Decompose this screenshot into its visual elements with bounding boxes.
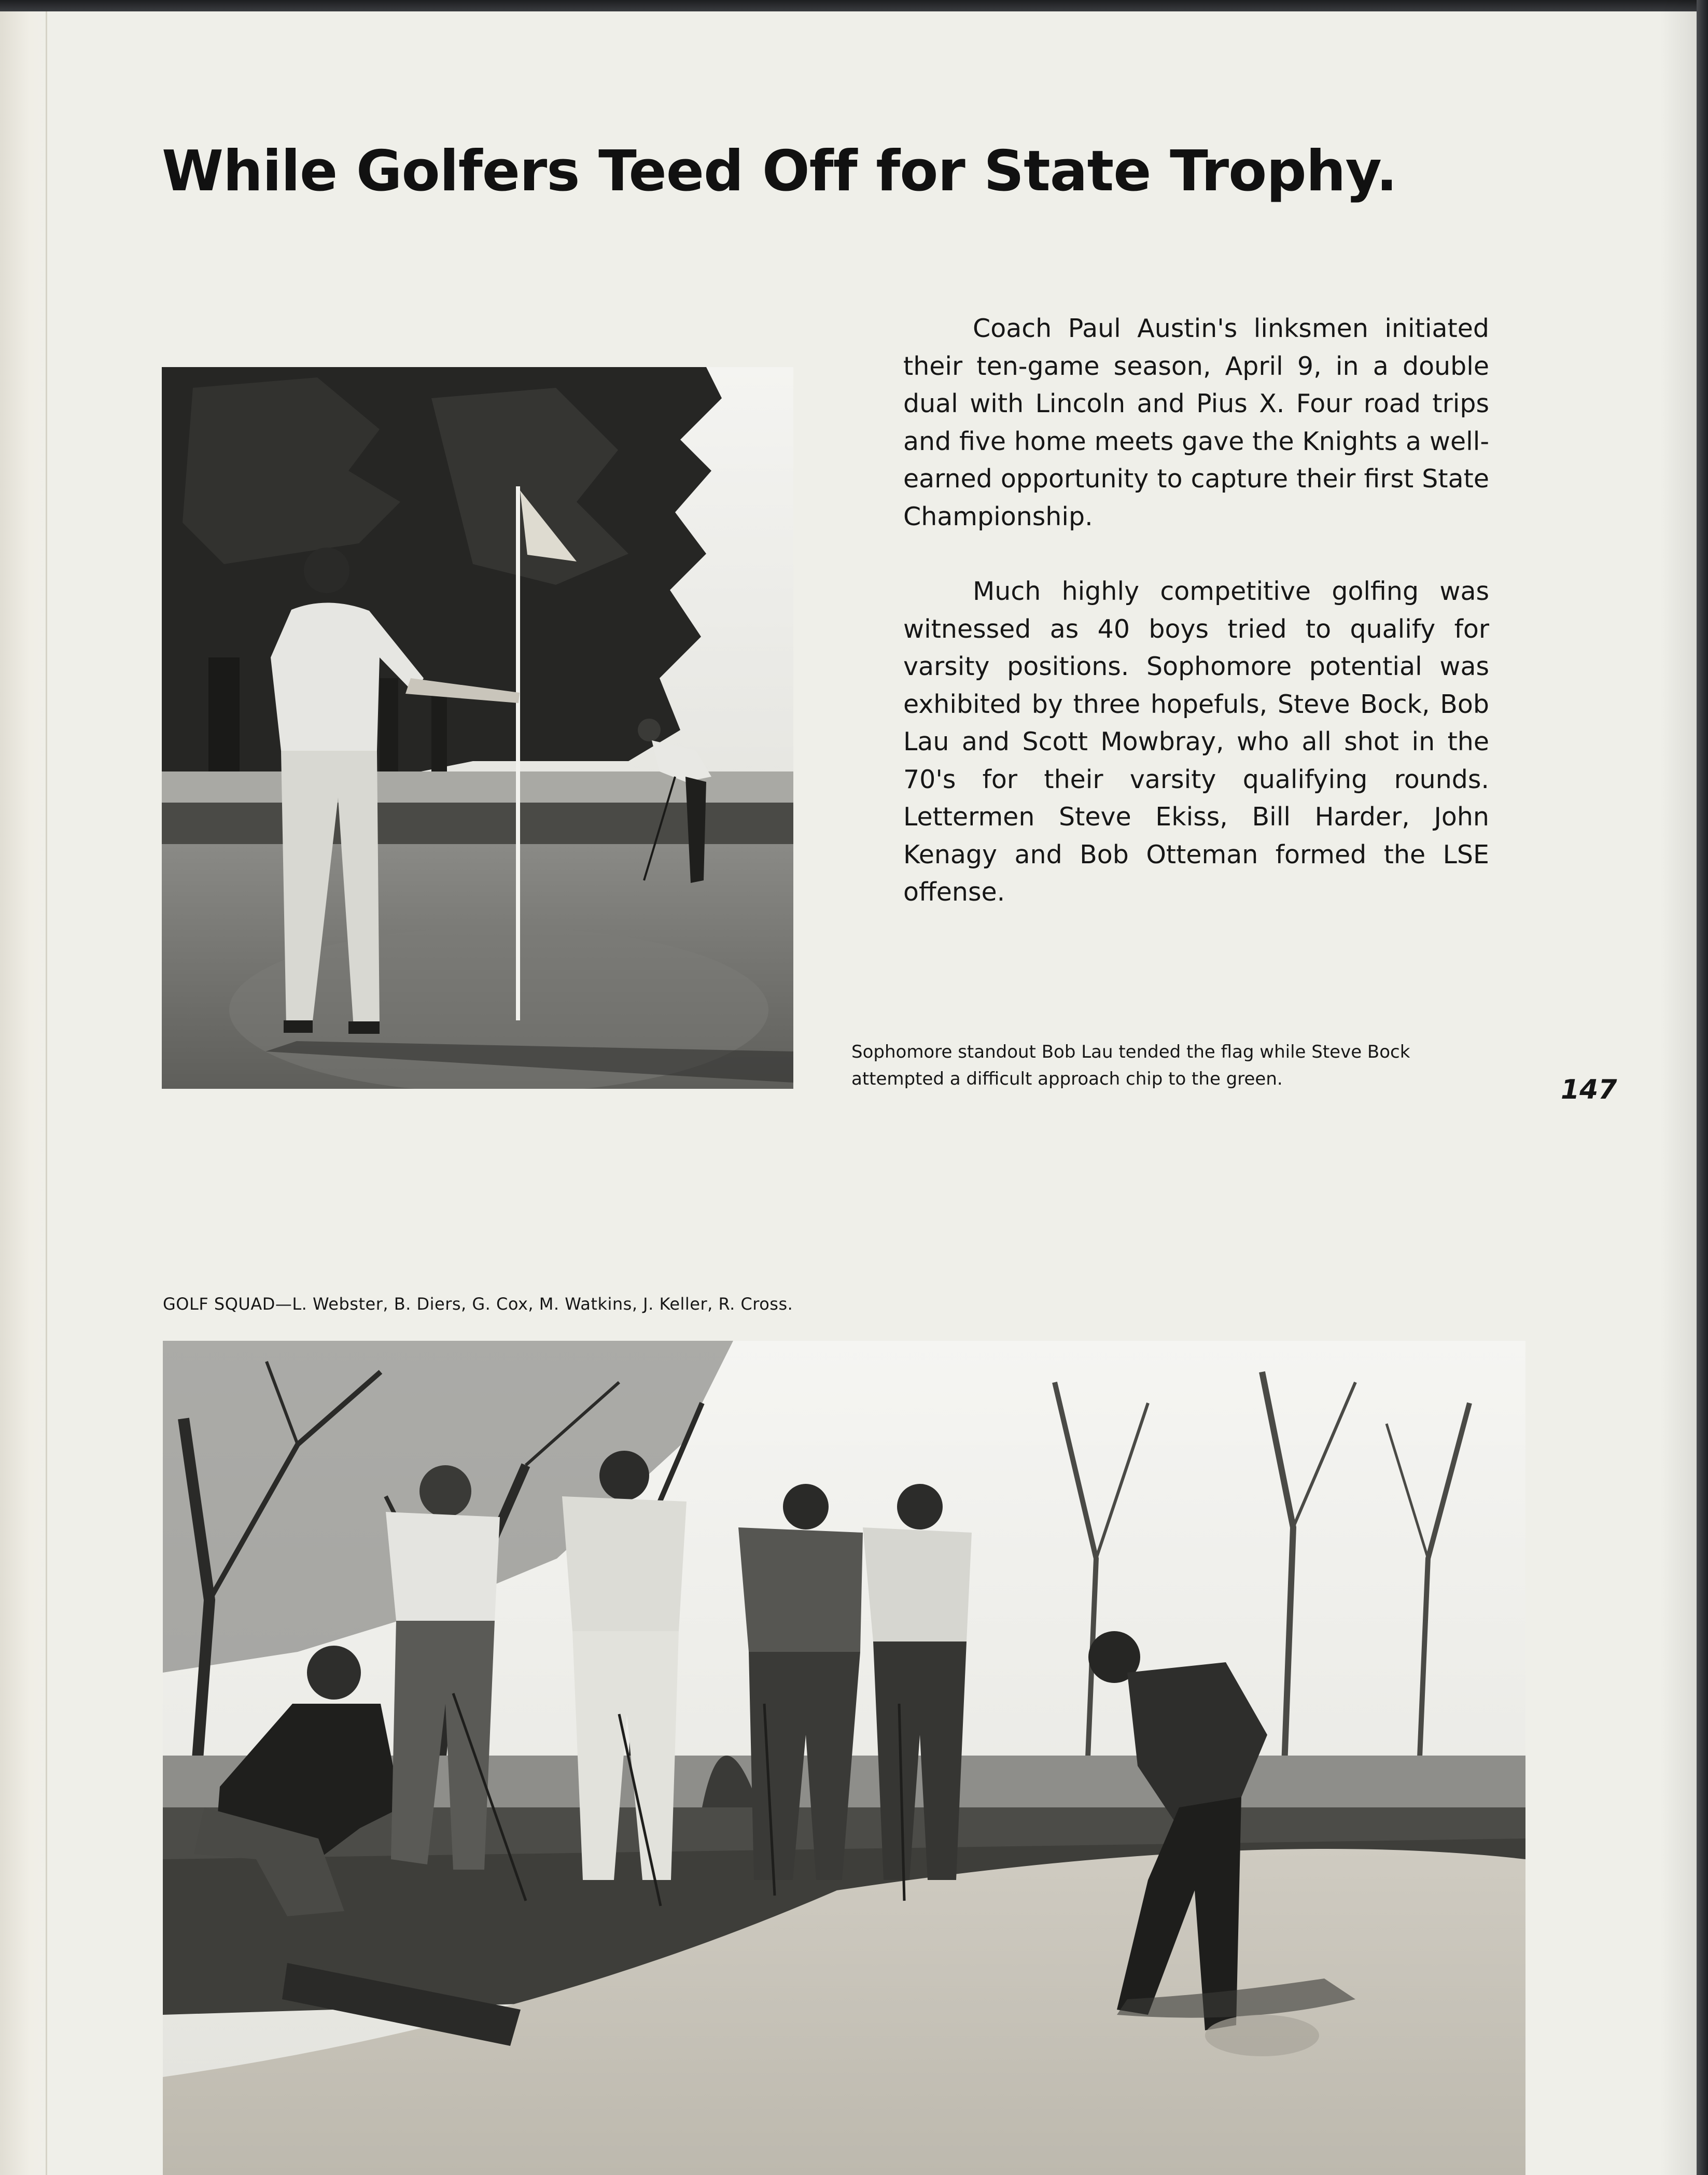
article-paragraph: Coach Paul Austin's linksmen initiated their ten-game season, April 9, in a double dual with Lincoln and Pius X. Four road trips and five home meets gave the Knights a well-earned opportunity to capture their first State Championship. xyxy=(903,314,1489,531)
page-shadow xyxy=(1660,0,1697,2175)
article-body xyxy=(903,310,1489,949)
golf-squad-photo xyxy=(163,1341,1525,2175)
page-edge xyxy=(46,10,47,2175)
squad-caption: GOLF SQUAD—L. Webster, B. Diers, G. Cox, M. Watkins, J. Keller, R. Cross. xyxy=(163,1294,793,1314)
page-title: While Golfers Teed Off for State Trophy. xyxy=(162,139,1397,204)
book-binding-right xyxy=(1697,0,1708,2175)
book-binding-top xyxy=(0,0,1708,11)
article-paragraph: Much highly competitive golfing was witnessed as 40 boys tried to qualify for varsity positions. Sophomore potential was exhibited by three hopefuls, Steve Bock, Bob Lau and Scott Mowbray, who all shot in the 70's for their varsity qualifying rounds. Lettermen Steve Ekiss, Bill Harder, John Kenagy and Bob Otteman formed the LSE offense. xyxy=(903,577,1489,907)
photo-caption: Sophomore standout Bob Lau tended the flag while Steve Bock attempted a difficult approach chip to the green. xyxy=(851,1042,1410,1089)
page-number: 147 xyxy=(1561,1074,1617,1105)
flag-tending-photo xyxy=(162,367,793,1089)
page-gutter xyxy=(0,0,49,2175)
